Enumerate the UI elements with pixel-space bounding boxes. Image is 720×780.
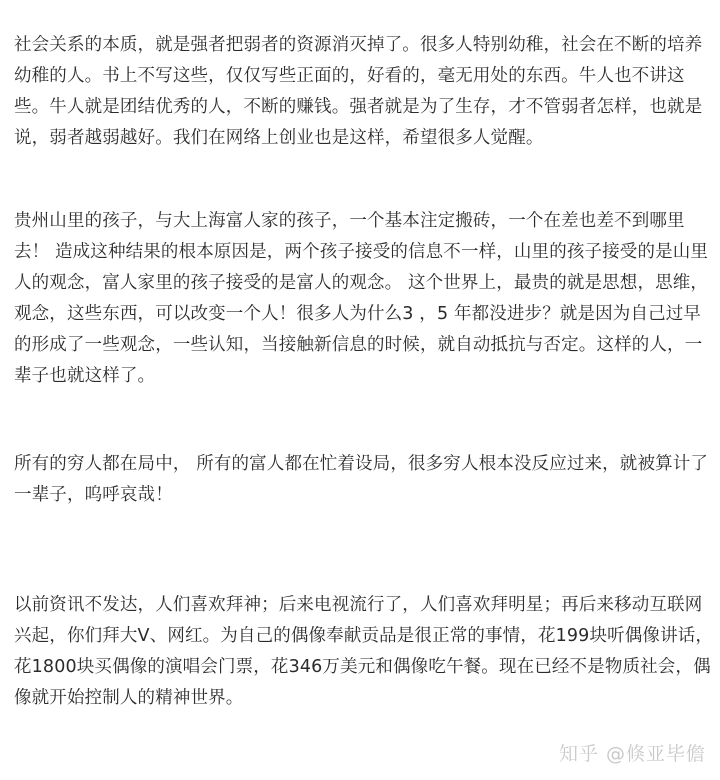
- paragraph-4: 以前资讯不发达，人们喜欢拜神；后来电视流行了，人们喜欢拜明星；再后来移动互联网兴起，你们拜大V、网红。为自己的偶像奉献贡品是很正常的事情，花199块听偶像讲话，花1800块买偶像的演唱会门票，花346万美元和偶像吃午餐。现在已经不是物质社会，偶像就开始控制人的精神世界。: [14, 595, 714, 708]
- zhihu-watermark: 知乎 @倏亚毕儋: [558, 743, 706, 765]
- paragraph-1: 社会关系的本质，就是强者把弱者的资源消灭掉了。很多人特别幼稚，社会在不断的培养幼稚的人。书上不写这些，仅仅写些正面的，好看的，毫无用处的东西。牛人也不讲这些。牛人就是团结优秀的人，不断的赚钱。强者就是为了生存，才不管弱者怎样，也就是说，弱者越弱越好。我们在网络上创业也是这样，希望很多人觉醒。: [14, 35, 703, 148]
- paragraph-3: 所有的穷人都在局中， 所有的富人都在忙着设局，很多穷人根本没反应过来，就被算计了一辈子，呜呼哀哉！: [14, 454, 709, 505]
- paragraph-2: 贵州山里的孩子，与大上海富人家的孩子，一个基本注定搬砖，一个在差也差不到哪里去！ 造成这种结果的根本原因是，两个孩子接受的信息不一样，山里的孩子接受的是山里人的观念，富人家里的孩子接受的是富人的观念。 这个世界上，最贵的就是思想，思维，观念，这些东西，可以改变一个人！很多人为什么3 ，5 年都没进步？就是因为自己过早的形成了一些观念，一些认知，当接触新信息的时候，就自动抵抗与否定。这样的人，一辈子也就这样了。: [14, 211, 709, 386]
